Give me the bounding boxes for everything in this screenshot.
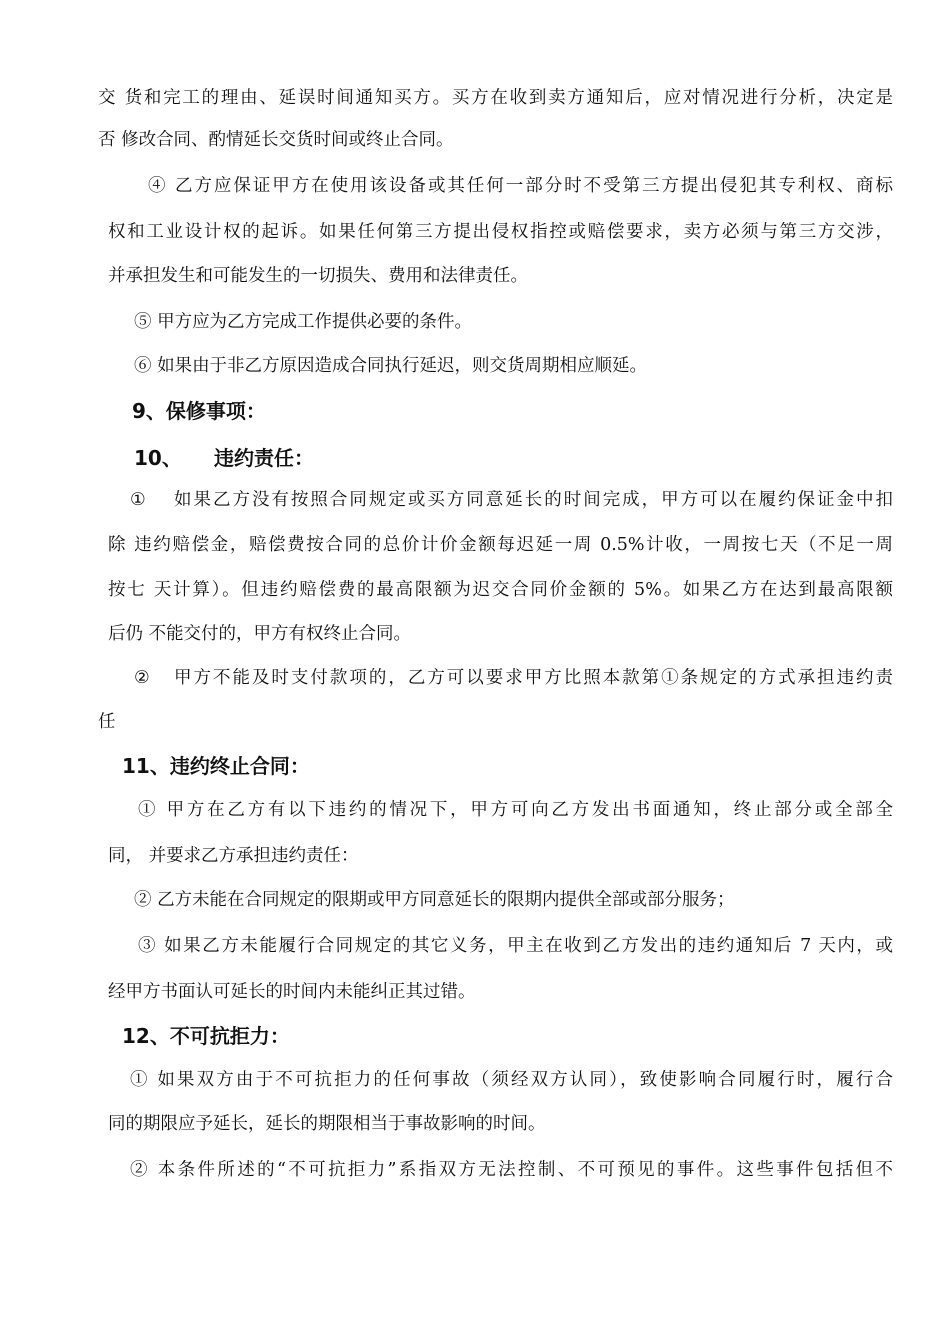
paragraph-line: 按七 天计算）。但违约赔偿费的最高限额为迟交合同价金额的 5%。如果乙方在达到最高限额 <box>108 580 893 600</box>
paragraph-line: ② 本条件所述的“不可抗拒力”系指双方无法控制、不可预见的事件。这些事件包括但不 <box>130 1160 893 1180</box>
section-heading: 11、违约终止合同： <box>122 754 310 778</box>
list-marker: ① <box>130 490 146 510</box>
paragraph-line: 并承担发生和可能发生的一切损失、费用和法律责任。 <box>108 266 528 286</box>
section-number: 10、 <box>134 446 182 470</box>
paragraph-line: ③ 如果乙方未能履行合同规定的其它义务，甲主在收到乙方发出的违约通知后 7 天内，或 <box>138 936 893 956</box>
paragraph-line: 权和工业设计权的起诉。如果任何第三方提出侵权指控或赔偿要求，卖方必须与第三方交涉， <box>108 222 893 242</box>
paragraph-line: 同， 并要求乙方承担违约责任： <box>108 846 359 866</box>
paragraph-line: ④ 乙方应保证甲方在使用该设备或其任何一部分时不受第三方提出侵犯其专利权、商标 <box>148 176 893 196</box>
paragraph-line: 后仍 不能交付的，甲方有权终止合同。 <box>108 624 412 644</box>
paragraph-line: ① 如果双方由于不可抗拒力的任何事故（须经双方认同），致使影响合同履行时，履行合 <box>130 1070 893 1090</box>
paragraph-line: 同的期限应予延长，延长的期限相当于事故影响的时间。 <box>108 1114 546 1134</box>
paragraph-line: 交 货和完工的理由、延误时间通知买方。买方在收到卖方通知后，应对情况进行分析，决定是 <box>98 88 893 108</box>
paragraph-line: 经甲方书面认可延长的时间内未能纠正其过错。 <box>108 982 476 1002</box>
list-marker: ② <box>134 668 150 688</box>
paragraph-line: 任 <box>98 712 116 732</box>
paragraph-line: 甲方不能及时支付款项的，乙方可以要求甲方比照本款第①条规定的方式承担违约责 <box>174 668 893 688</box>
section-heading: 12、不可抗拒力： <box>122 1024 290 1048</box>
section-heading: 违约责任： <box>214 446 314 470</box>
section-heading: 9、保修事项： <box>132 399 266 423</box>
paragraph-line: ② 乙方未能在合同规定的限期或甲方同意延长的限期内提供全部或部分服务； <box>134 890 735 910</box>
paragraph-line: 否 修改合同、酌情延长交货时间或终止合同。 <box>98 130 454 150</box>
paragraph-line: 如果乙方没有按照合同规定或买方同意延长的时间完成，甲方可以在履约保证金中扣 <box>174 490 893 510</box>
paragraph-line: ⑥ 如果由于非乙方原因造成合同执行延迟，则交货周期相应顺延。 <box>134 356 648 376</box>
paragraph-line: ① 甲方在乙方有以下违约的情况下，甲方可向乙方发出书面通知，终止部分或全部全 <box>138 800 893 820</box>
paragraph-line: 除 违约赔偿金，赔偿费按合同的总价计价金额每迟延一周 0.5%计收，一周按七天（不足一周 <box>108 535 893 555</box>
paragraph-line: ⑤ 甲方应为乙方完成工作提供必要的条件。 <box>134 312 473 332</box>
